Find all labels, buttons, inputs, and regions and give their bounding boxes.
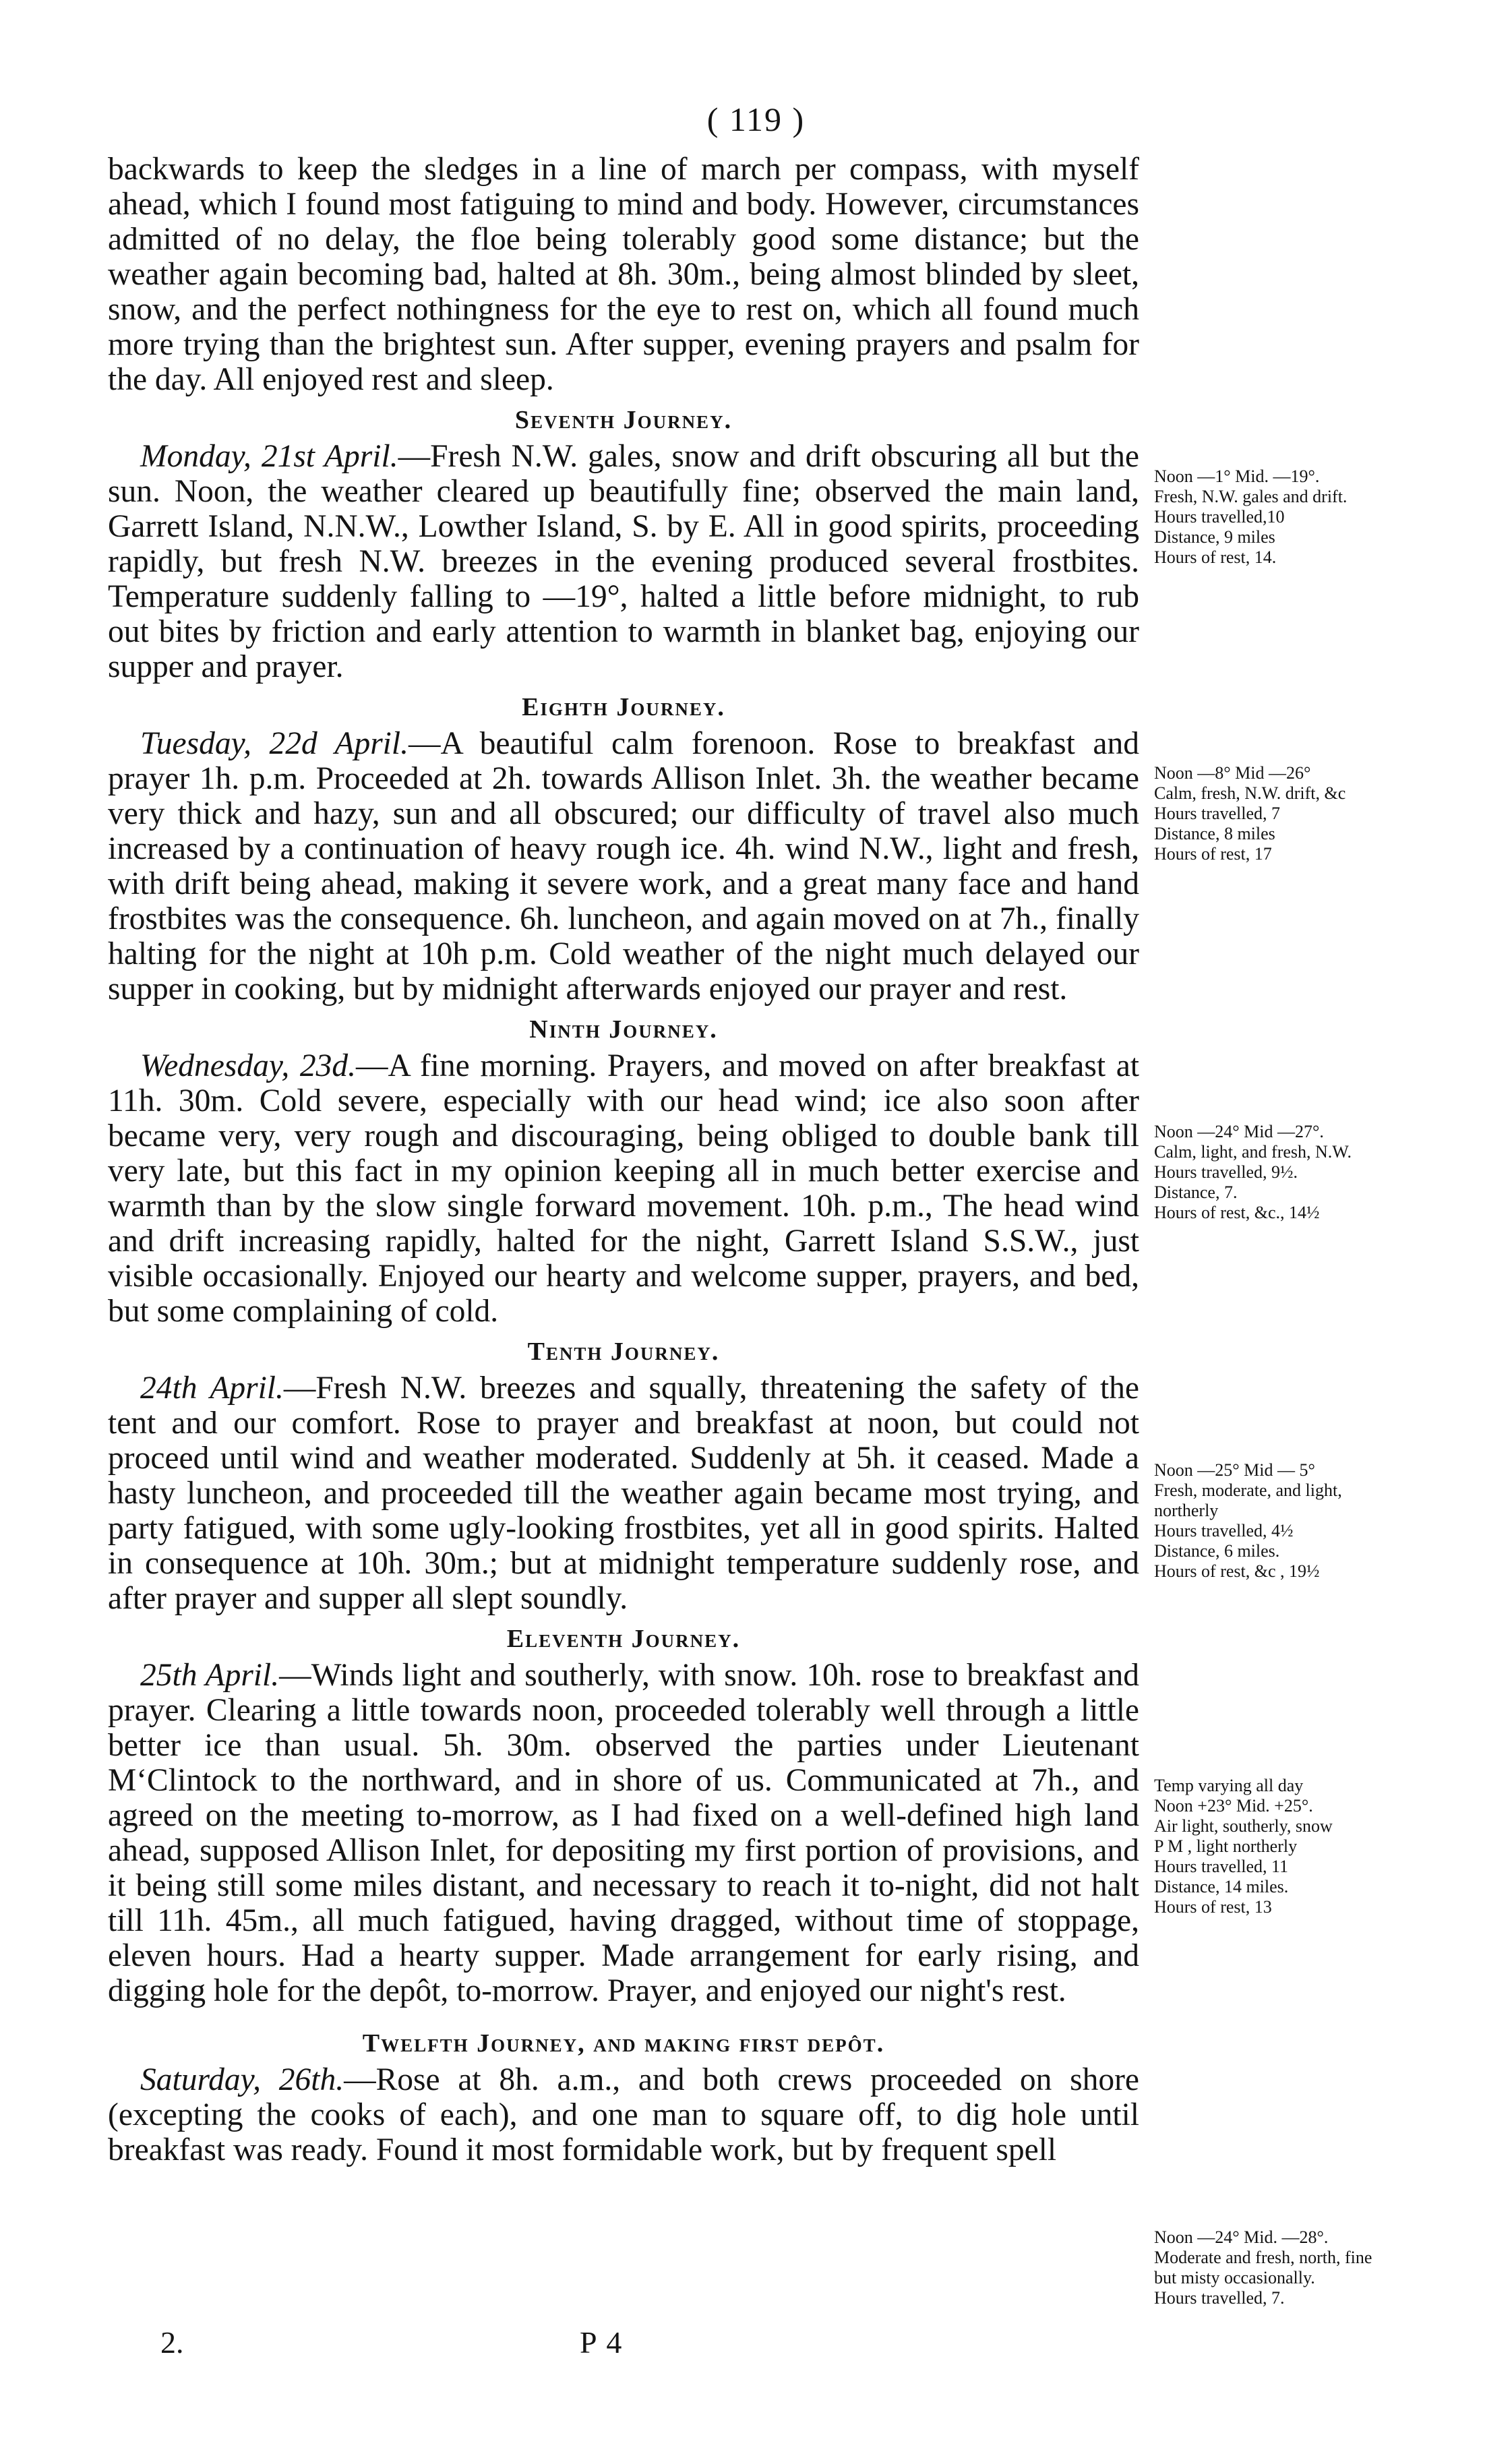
main-text bbox=[108, 152, 1139, 2167]
entry-26-april: Saturday, 26th.—Rose at 8h. a.m., and both crews proceeded on shore (excepting the cooks of each), and one man to square off, to dig hole until breakfast was ready. Found it most formidable work, but by frequent spell bbox=[108, 2062, 1139, 2167]
entry-23-april: Wednesday, 23d.—A fine morning. Prayers, and moved on after breakfast at 11h. 30m. Cold severe, especially with our head wind; ice also soon after became very, very rough and discouraging, being obliged to double bank till very late, but this fact in my opinion keeping all in much better exercise and warmth than by the slow single forward movement. 10h. p.m., The head wind and drift increasing rapidly, halted for the night, Garrett Island S.S.W., just visible occasionally. Enjoyed our hearty and welcome supper, prayers, and bed, but some complaining of cold. bbox=[108, 1048, 1139, 1329]
margin-note-ninth: Noon —24° Mid —27°. Calm, light, and fresh, N.W. Hours travelled, 9½. Distance, 7. Hours of rest, &c., 14½ bbox=[1154, 1122, 1352, 1222]
heading-eighth-journey: Eighth Journey. bbox=[522, 693, 725, 721]
entry-21-april: Monday, 21st April.—Fresh N.W. gales, snow and drift obscuring all but the sun. Noon, the weather cleared up beautifully fine; observed the main land, Garrett Island, N.N.W., Lowther Island, S. by E. All in good spirits, proceeding rapidly, but fresh N.W. breezes in the evening produced several frostbites. Temperature suddenly falling to —19°, halted a little before midnight, to rub out bites by friction and early attention to warmth in blanket bag, enjoying our supper and prayer. bbox=[108, 439, 1139, 684]
entry-25-april: 25th April.—Winds light and southerly, with snow. 10h. rose to breakfast and prayer. Clearing a little towards noon, proceeded tolerably well through a little better ice than usual. 5h. 30m. observed the parties under Lieutenant M‘Clintock to the northward, and in shore of us. Communicated at 7h., and agreed on the meeting to-morrow, as I had fixed on a well-defined high land ahead, supposed Allison Inlet, for depositing my first portion of provisions, and it being still some miles distant, and necessary to reach it to-night, did not halt till 11h. 45m., all much fatigued, having dragged, without time of stoppage, eleven hours. Had a hearty supper. Made arrangement for early rising, and digging hole for the depôt, to-morrow. Prayer, and enjoyed our night's rest. bbox=[108, 1658, 1139, 2008]
heading-tenth-journey: Tenth Journey. bbox=[527, 1338, 720, 1366]
page-number: ( 119 ) bbox=[706, 100, 806, 138]
entry-24-april: 24th April.—Fresh N.W. breezes and squally, threatening the safety of the tent and our comfort. Rose to prayer and breakfast at noon, but could not proceed until wind and weather moderated. Suddenly at 5h. it ceased. Made a hasty luncheon, and proceeded till the weather again became most trying, and party fatigued, with some ugly-looking frostbites, yet all in good spirits. Halted in consequence at 10h. 30m.; but at midnight temperature suddenly rose, and after prayer and supper all slept soundly. bbox=[108, 1371, 1139, 1616]
margin-note-eighth: Noon —8° Mid —26° Calm, fresh, N.W. drift, &c Hours travelled, 7 Distance, 8 miles Hours of rest, 17 bbox=[1154, 763, 1346, 864]
entry-date: 25th April. bbox=[140, 1658, 280, 1693]
signature-mark: 2. bbox=[160, 2325, 184, 2360]
heading-ninth-journey: Ninth Journey. bbox=[529, 1015, 718, 1044]
gathering-mark: P 4 bbox=[580, 2325, 624, 2360]
margin-note-twelfth: Noon —24° Mid. —28°. Moderate and fresh, north, fine but misty occasionally. Hours travelled, 7. bbox=[1154, 2227, 1372, 2308]
entry-date: 24th April. bbox=[140, 1371, 284, 1406]
heading-twelfth-journey: Twelfth Journey, and making first depôt. bbox=[362, 2029, 885, 2058]
margin-note-seventh: Noon —1° Mid. —19°. Fresh, N.W. gales and drift. Hours travelled,10 Distance, 9 miles Hours of rest, 14. bbox=[1154, 467, 1348, 567]
heading-seventh-journey: Seventh Journey. bbox=[514, 406, 733, 434]
margin-note-tenth: Noon —25° Mid — 5° Fresh, moderate, and light, northerly Hours travelled, 4½ Distance, 6 miles. Hours of rest, &c , 19½ bbox=[1154, 1460, 1342, 1581]
heading-eleventh-journey: Eleventh Journey. bbox=[506, 1625, 741, 1653]
paragraph-continuation: backwards to keep the sledges in a line of march per compass, with myself ahead, which I found most fatiguing to mind and body. However, circumstances admitted of no delay, the floe being tolerably good some distance; but the weather again becoming bad, halted at 8h. 30m., being almost blinded by sleet, snow, and the perfect nothingness for the eye to rest on, which all found much more trying than the brightest sun. After supper, evening prayers and psalm for the day. All enjoyed rest and sleep. bbox=[108, 152, 1139, 397]
entry-22-april: Tuesday, 22d April.—A beautiful calm forenoon. Rose to breakfast and prayer 1h. p.m. Proceeded at 2h. towards Allison Inlet. 3h. the weather became very thick and hazy, sun and all obscured; our difficulty of travel also much increased by a continuation of heavy rough ice. 4h. wind N.W., light and fresh, with drift being ahead, making it severe work, and a great many face and hand frostbites was the consequence. 6h. luncheon, and again moved on at 7h., finally halting for the night at 10h p.m. Cold weather of the night much delayed our supper in cooking, but by midnight afterwards enjoyed our prayer and rest. bbox=[108, 726, 1139, 1007]
entry-date: Monday, 21st April. bbox=[140, 439, 398, 474]
entry-date: Wednesday, 23d. bbox=[140, 1048, 356, 1083]
entry-date: Tuesday, 22d April. bbox=[140, 726, 409, 761]
entry-date: Saturday, 26th. bbox=[140, 2062, 344, 2097]
margin-note-eleventh: Temp varying all day Noon +23° Mid. +25°. Air light, southerly, snow P M , light northerly Hours travelled, 11 Distance, 14 miles. Hours of rest, 13 bbox=[1154, 1776, 1333, 1917]
